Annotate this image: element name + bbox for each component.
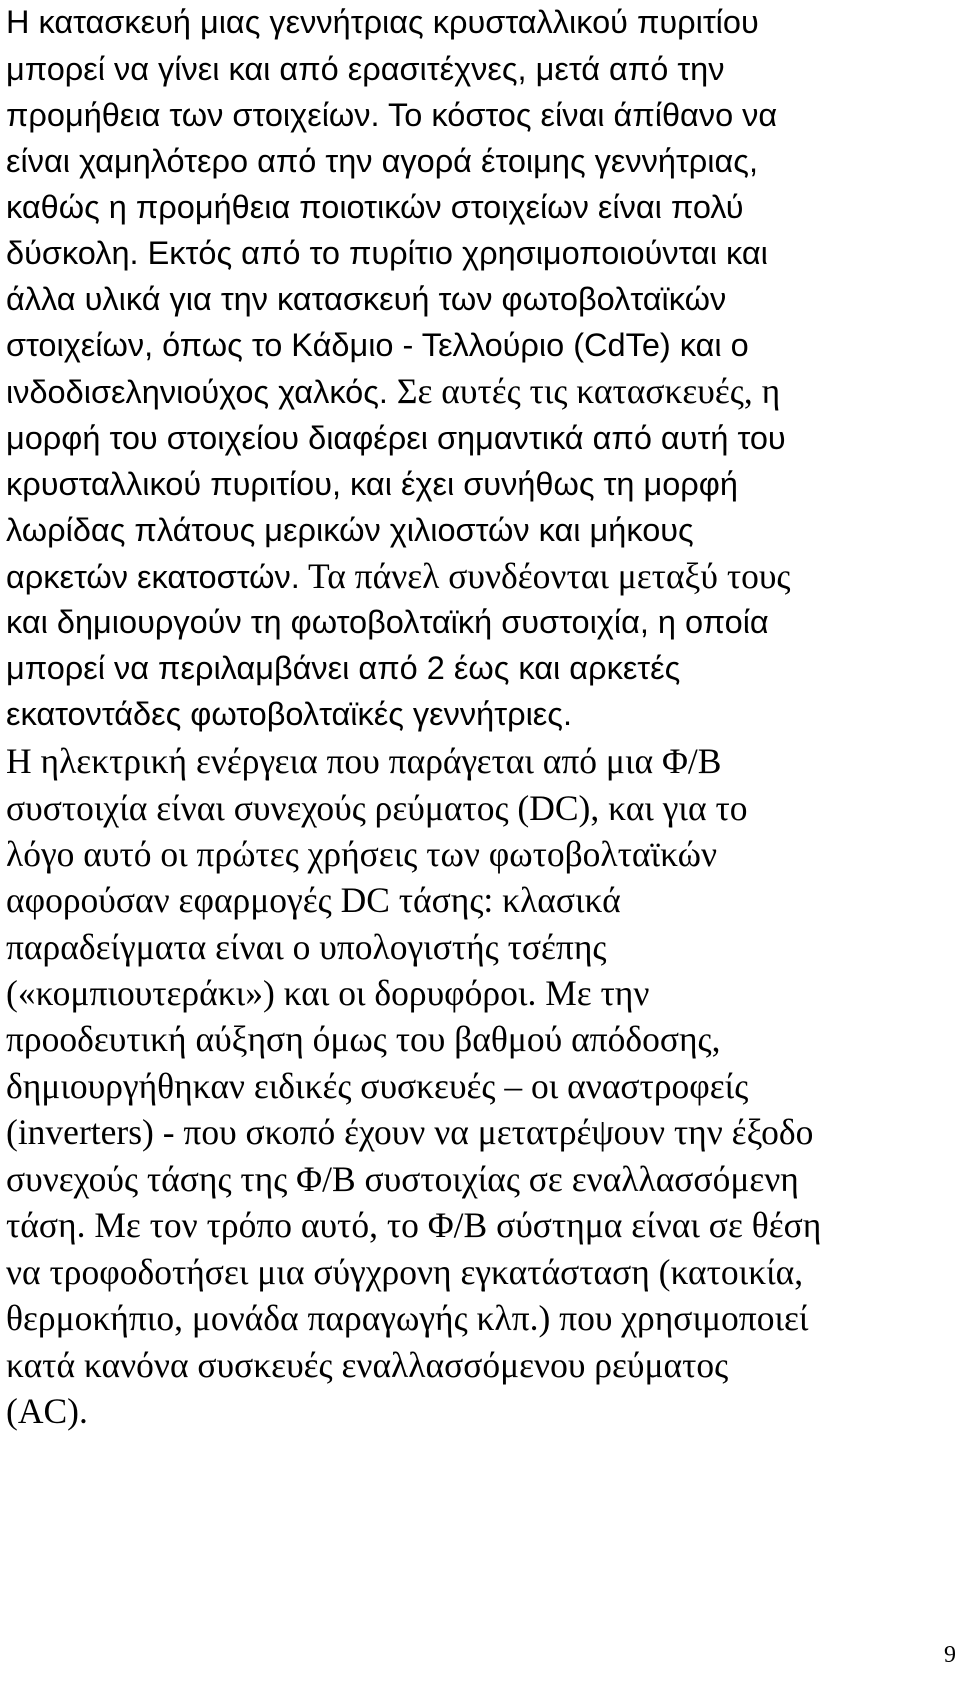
text-line: Η κατασκευή μιας γεννήτριας κρυσταλλικού πυριτίου [6, 4, 759, 40]
text-line: μπορεί να γίνει και από ερασιτέχνες, μετά από την [6, 51, 725, 87]
text-line: προμήθεια των στοιχείων. Το κόστος είναι άπίθανο να [6, 97, 778, 133]
text-line: Η ηλεκτρική ενέργεια που παράγεται από μια Φ/Β [6, 741, 722, 781]
text-line: (AC). [6, 1391, 88, 1431]
text-line: αφορούσαν εφαρμογές DC τάσης: κλασικά [6, 880, 621, 920]
text-segment: Σε αυτές τις κατασκευές, η [387, 371, 781, 411]
text-line: μπορεί να περιλαμβάνει από 2 έως και αρκετές [6, 650, 681, 686]
text-line [6, 369, 780, 414]
text-line: και δημιουργούν τη φωτοβολταϊκή συστοιχία, η οποία [6, 604, 769, 640]
text-line: συστοιχία είναι συνεχούς ρεύματος (DC), και για το [6, 788, 748, 828]
text-line: να τροφοδοτήσει μια σύγχρονη εγκατάσταση (κατοικία, [6, 1252, 804, 1292]
text-segment: Τα πάνελ συνδέονται μεταξύ τους [299, 556, 791, 596]
text-line: μορφή του στοιχείου διαφέρει σημαντικά από αυτή του [6, 420, 786, 456]
text-line: λόγο αυτό οι πρώτες χρήσεις των φωτοβολταϊκών [6, 834, 718, 874]
page-number: 9 [944, 1642, 956, 1668]
text-line: κατά κανόνα συσκευές εναλλασσόμενου ρεύματος [6, 1345, 729, 1385]
text-line: δημιουργήθηκαν ειδικές συσκευές – οι αναστροφείς [6, 1066, 749, 1106]
text-line: καθώς η προμήθεια ποιοτικών στοιχείων είναι πολύ [6, 189, 744, 225]
text-line: είναι χαμηλότερο από την αγορά έτοιμης γεννήτριας, [6, 143, 758, 179]
text-line: θερμοκήπιο, μονάδα παραγωγής κλπ.) που χρησιμοποιεί [6, 1298, 809, 1338]
text-line: («κομπιουτεράκι») και οι δορυφόροι. Με την [6, 973, 650, 1013]
text-line: κρυσταλλικού πυριτίου, και έχει συνήθως τη μορφή [6, 466, 738, 502]
text-line: συνεχούς τάσης της Φ/Β συστοιχίας σε εναλλασσόμενη [6, 1159, 799, 1199]
text-line: (inverters) - που σκοπό έχουν να μετατρέψουν την έξοδο [6, 1112, 814, 1152]
text-line: παραδείγματα είναι ο υπολογιστής τσέπης [6, 927, 607, 967]
text-segment: αρκετών εκατοστών. [6, 559, 300, 595]
text-line [6, 554, 790, 599]
text-line: λωρίδας πλάτους μερικών χιλιοστών και μήκους [6, 512, 694, 548]
text-line: άλλα υλικά για την κατασκευή των φωτοβολταϊκών [6, 281, 727, 317]
text-line: τάση. Με τον τρόπο αυτό, το Φ/Β σύστημα είναι σε θέση [6, 1205, 822, 1245]
text-line: εκατοντάδες φωτοβολταϊκές γεννήτριες. [6, 696, 572, 732]
text-line: προοδευτική αύξηση όμως του βαθμού απόδοσης, [6, 1019, 721, 1059]
text-segment: ινδοδισεληνιούχος χαλκός. [6, 374, 388, 410]
text-line: στοιχείων, όπως το Κάδμιο - Τελλούριο (CdTe) και ο [6, 327, 749, 363]
text-line: δύσκολη. Εκτός από το πυρίτιο χρησιμοποιούνται και [6, 235, 768, 271]
